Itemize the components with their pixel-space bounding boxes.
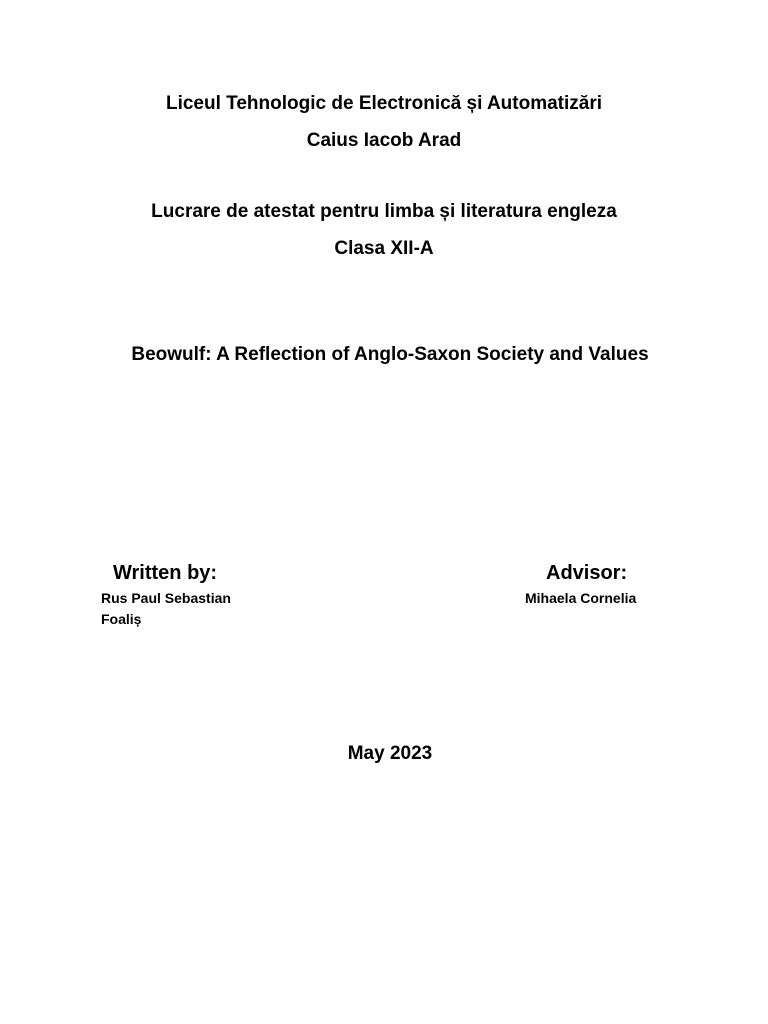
written-by-heading: Written by: — [113, 562, 218, 584]
author-name-line-2: Foaliș — [101, 611, 142, 627]
class-name: Clasa XII-A — [334, 238, 434, 259]
thesis-title: Beowulf: A Reflection of Anglo-Saxon Society and Values — [131, 344, 649, 365]
thesis-type: Lucrare de atestat pentru limba și literatura engleza — [151, 201, 617, 222]
advisor-heading: Advisor: — [546, 562, 628, 584]
author-name-line-1: Rus Paul Sebastian — [101, 590, 231, 606]
date: May 2023 — [347, 743, 433, 764]
school-city: Caius Iacob Arad — [306, 130, 462, 151]
school-name: Liceul Tehnologic de Electronică și Automatizări — [165, 93, 603, 114]
advisor-name: Mihaela Cornelia — [525, 590, 637, 606]
